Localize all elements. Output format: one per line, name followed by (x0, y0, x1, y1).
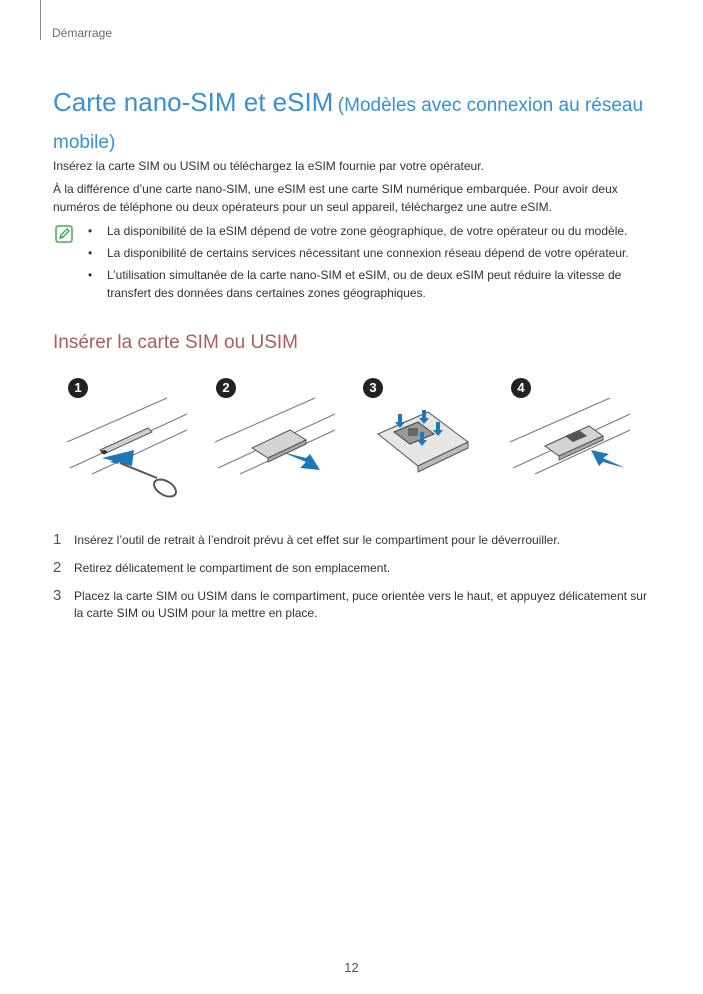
illustration-step-3 (356, 392, 486, 504)
step-badge-1: 1 (68, 378, 88, 398)
steps-list (53, 532, 653, 633)
step-item (53, 532, 653, 549)
step-item (53, 588, 653, 622)
step-number: 1 (53, 531, 62, 548)
arrow-icon (282, 452, 320, 470)
illustration-step-2 (210, 392, 340, 504)
running-head: Démarrage (52, 26, 113, 40)
step-item (53, 560, 653, 577)
step-badge-2: 2 (216, 378, 236, 398)
note-pencil-icon (55, 225, 73, 243)
intro-paragraph-1: Insérez la carte SIM ou USIM ou téléchargez la eSIM fournie par votre opérateur. (53, 159, 484, 173)
note-item: • L’utilisation simultanée de la carte nano-SIM et eSIM, ou de deux eSIM peut réduire la vitesse de transfert des données dans certaines zones géographiques. (88, 266, 658, 302)
intro-paragraph-2: À la différence d’une carte nano-SIM, une eSIM est une carte SIM numérique embarquée. Pour avoir deux numéros de téléphone ou deux opérateurs pour un seul appareil, téléchargez une autre eSIM. (53, 182, 618, 214)
step-badge-4: 4 (511, 378, 531, 398)
step-text: Insérez l’outil de retrait à l’endroit prévu à cet effet sur le compartiment pour le déverrouiller. (74, 533, 561, 547)
margin-rule (40, 0, 41, 40)
note-item: • La disponibilité de certains services nécessitant une connexion réseau dépend de votre opérateur. (88, 244, 658, 262)
illustration-step-4 (505, 392, 635, 504)
section-title: Insérer la carte SIM ou USIM (53, 332, 298, 353)
illustration-step-1 (62, 392, 192, 504)
step-text: Retirez délicatement le compartiment de son emplacement. (74, 561, 391, 575)
page-number: 12 (344, 960, 359, 975)
step-badge-3: 3 (363, 378, 383, 398)
note-item: • La disponibilité de la eSIM dépend de votre zone géographique, de votre opérateur ou du modèle. (88, 222, 658, 240)
step-number: 3 (53, 587, 62, 604)
step-text: Placez la carte SIM ou USIM dans le compartiment, puce orientée vers le haut, et appuyez délicatement sur la carte SIM ou USIM pour la mettre en place. (74, 589, 647, 620)
title-subtitle: (Modèles avec connexion au réseau mobile) (53, 95, 644, 153)
note-list (88, 222, 658, 306)
arrow-icon (591, 450, 625, 468)
step-number: 2 (53, 559, 62, 576)
page-title (53, 84, 653, 162)
title-main: Carte nano-SIM et eSIM (53, 87, 334, 117)
